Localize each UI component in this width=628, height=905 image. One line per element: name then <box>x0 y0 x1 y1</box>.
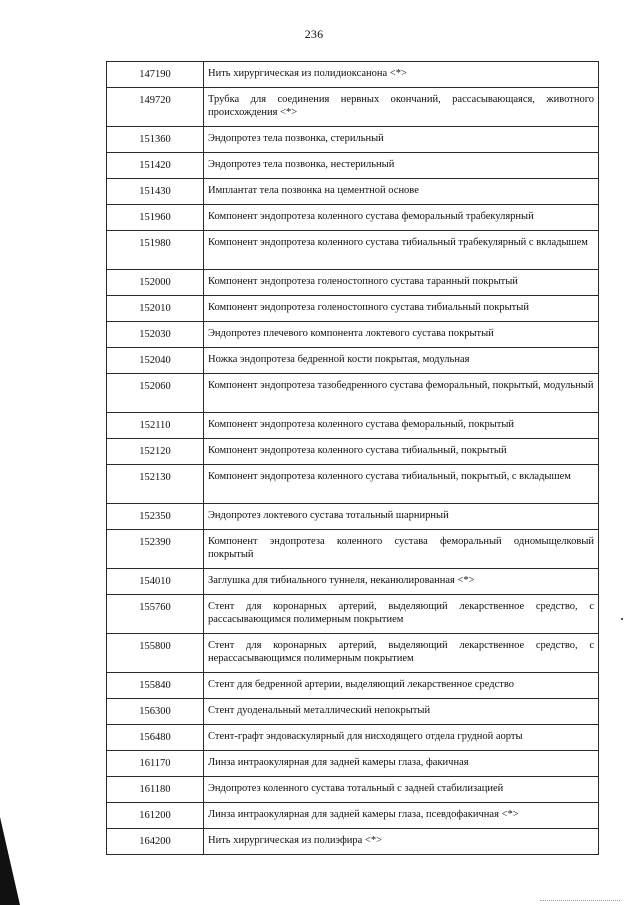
device-name: Нить хирургическая из полидиоксанона <*> <box>204 62 599 88</box>
device-code: 156480 <box>107 725 204 751</box>
device-code: 155840 <box>107 673 204 699</box>
device-name: Ножка эндопротеза бедренной кости покрытая, модульная <box>204 348 599 374</box>
device-code: 152110 <box>107 413 204 439</box>
device-name: Компонент эндопротеза коленного сустава феморальный одномыщелковый покрытый <box>204 530 599 569</box>
table-row <box>107 530 599 569</box>
device-name: Стент для коронарных артерий, выделяющий лекарственное средство, с рассасывающимся полимерным покрытием <box>204 595 599 634</box>
device-code: 151960 <box>107 205 204 231</box>
page-number: 236 <box>304 27 324 41</box>
device-code: 161180 <box>107 777 204 803</box>
device-code: 152010 <box>107 296 204 322</box>
table-row <box>107 569 599 595</box>
table-row <box>107 504 599 530</box>
device-name: Стент для коронарных артерий, выделяющий лекарственное средство, с нерассасывающимся полимерным покрытием <box>204 634 599 673</box>
scan-edge-mark <box>0 817 20 905</box>
device-code: 151430 <box>107 179 204 205</box>
table-row <box>107 777 599 803</box>
table-row <box>107 595 599 634</box>
device-name: Трубка для соединения нервных окончаний, рассасывающаяся, животного происхождения <*> <box>204 88 599 127</box>
device-code: 161200 <box>107 803 204 829</box>
device-code: 155800 <box>107 634 204 673</box>
device-code: 155760 <box>107 595 204 634</box>
table-row <box>107 270 599 296</box>
device-code: 151360 <box>107 127 204 153</box>
device-code: 152000 <box>107 270 204 296</box>
device-name: Нить хирургическая из полиэфира <*> <box>204 829 599 855</box>
margin-speck <box>621 618 623 620</box>
table-row <box>107 413 599 439</box>
table-row <box>107 465 599 504</box>
table-row <box>107 153 599 179</box>
table-row <box>107 374 599 413</box>
device-code: 151420 <box>107 153 204 179</box>
device-name: Компонент эндопротеза коленного сустава тибиальный трабекулярный с вкладышем <box>204 231 599 270</box>
device-code: 149720 <box>107 88 204 127</box>
device-name: Стент дуоденальный металлический непокрытый <box>204 699 599 725</box>
device-name: Компонент эндопротеза коленного сустава тибиальный, покрытый <box>204 439 599 465</box>
medical-device-table <box>106 61 599 855</box>
table-row <box>107 829 599 855</box>
device-code: 152130 <box>107 465 204 504</box>
table-row <box>107 803 599 829</box>
table-row <box>107 673 599 699</box>
device-name: Компонент эндопротеза коленного сустава феморальный, покрытый <box>204 413 599 439</box>
device-code: 152030 <box>107 322 204 348</box>
device-code: 154010 <box>107 569 204 595</box>
table-row <box>107 348 599 374</box>
table-row <box>107 699 599 725</box>
device-code: 152060 <box>107 374 204 413</box>
device-code: 152390 <box>107 530 204 569</box>
table-row <box>107 231 599 270</box>
device-name: Стент-графт эндоваскулярный для нисходящего отдела грудной аорты <box>204 725 599 751</box>
device-name: Стент для бедренной артерии, выделяющий лекарственное средство <box>204 673 599 699</box>
device-name: Линза интраокулярная для задней камеры глаза, факичная <box>204 751 599 777</box>
device-code: 147190 <box>107 62 204 88</box>
device-code: 156300 <box>107 699 204 725</box>
device-name: Эндопротез локтевого сустава тотальный шарнирный <box>204 504 599 530</box>
table-row <box>107 205 599 231</box>
device-code: 152350 <box>107 504 204 530</box>
device-name: Имплантат тела позвонка на цементной основе <box>204 179 599 205</box>
device-name: Компонент эндопротеза коленного сустава феморальный трабекулярный <box>204 205 599 231</box>
device-name: Компонент эндопротеза коленного сустава тибиальный, покрытый, с вкладышем <box>204 465 599 504</box>
device-name: Заглушка для тибиального туннеля, неканюлированная <*> <box>204 569 599 595</box>
device-name: Эндопротез тела позвонка, нестерильный <box>204 153 599 179</box>
device-name: Компонент эндопротеза тазобедренного сустава феморальный, покрытый, модульный <box>204 374 599 413</box>
table-row <box>107 439 599 465</box>
table-row <box>107 296 599 322</box>
table-row <box>107 62 599 88</box>
device-code: 151980 <box>107 231 204 270</box>
device-name: Эндопротез тела позвонка, стерильный <box>204 127 599 153</box>
table-row <box>107 88 599 127</box>
table-row <box>107 634 599 673</box>
table-row <box>107 725 599 751</box>
device-name: Линза интраокулярная для задней камеры глаза, псевдофакичная <*> <box>204 803 599 829</box>
table-row <box>107 751 599 777</box>
device-name: Эндопротез коленного сустава тотальный с задней стабилизацией <box>204 777 599 803</box>
device-code: 161170 <box>107 751 204 777</box>
scan-dotted-edge <box>540 900 620 902</box>
device-name: Эндопротез плечевого компонента локтевого сустава покрытый <box>204 322 599 348</box>
device-name: Компонент эндопротеза голеностопного сустава тибиальный покрытый <box>204 296 599 322</box>
table-row <box>107 179 599 205</box>
device-code: 164200 <box>107 829 204 855</box>
device-code: 152040 <box>107 348 204 374</box>
table-body <box>107 62 599 855</box>
table-row <box>107 322 599 348</box>
device-code: 152120 <box>107 439 204 465</box>
table-row <box>107 127 599 153</box>
device-name: Компонент эндопротеза голеностопного сустава таранный покрытый <box>204 270 599 296</box>
